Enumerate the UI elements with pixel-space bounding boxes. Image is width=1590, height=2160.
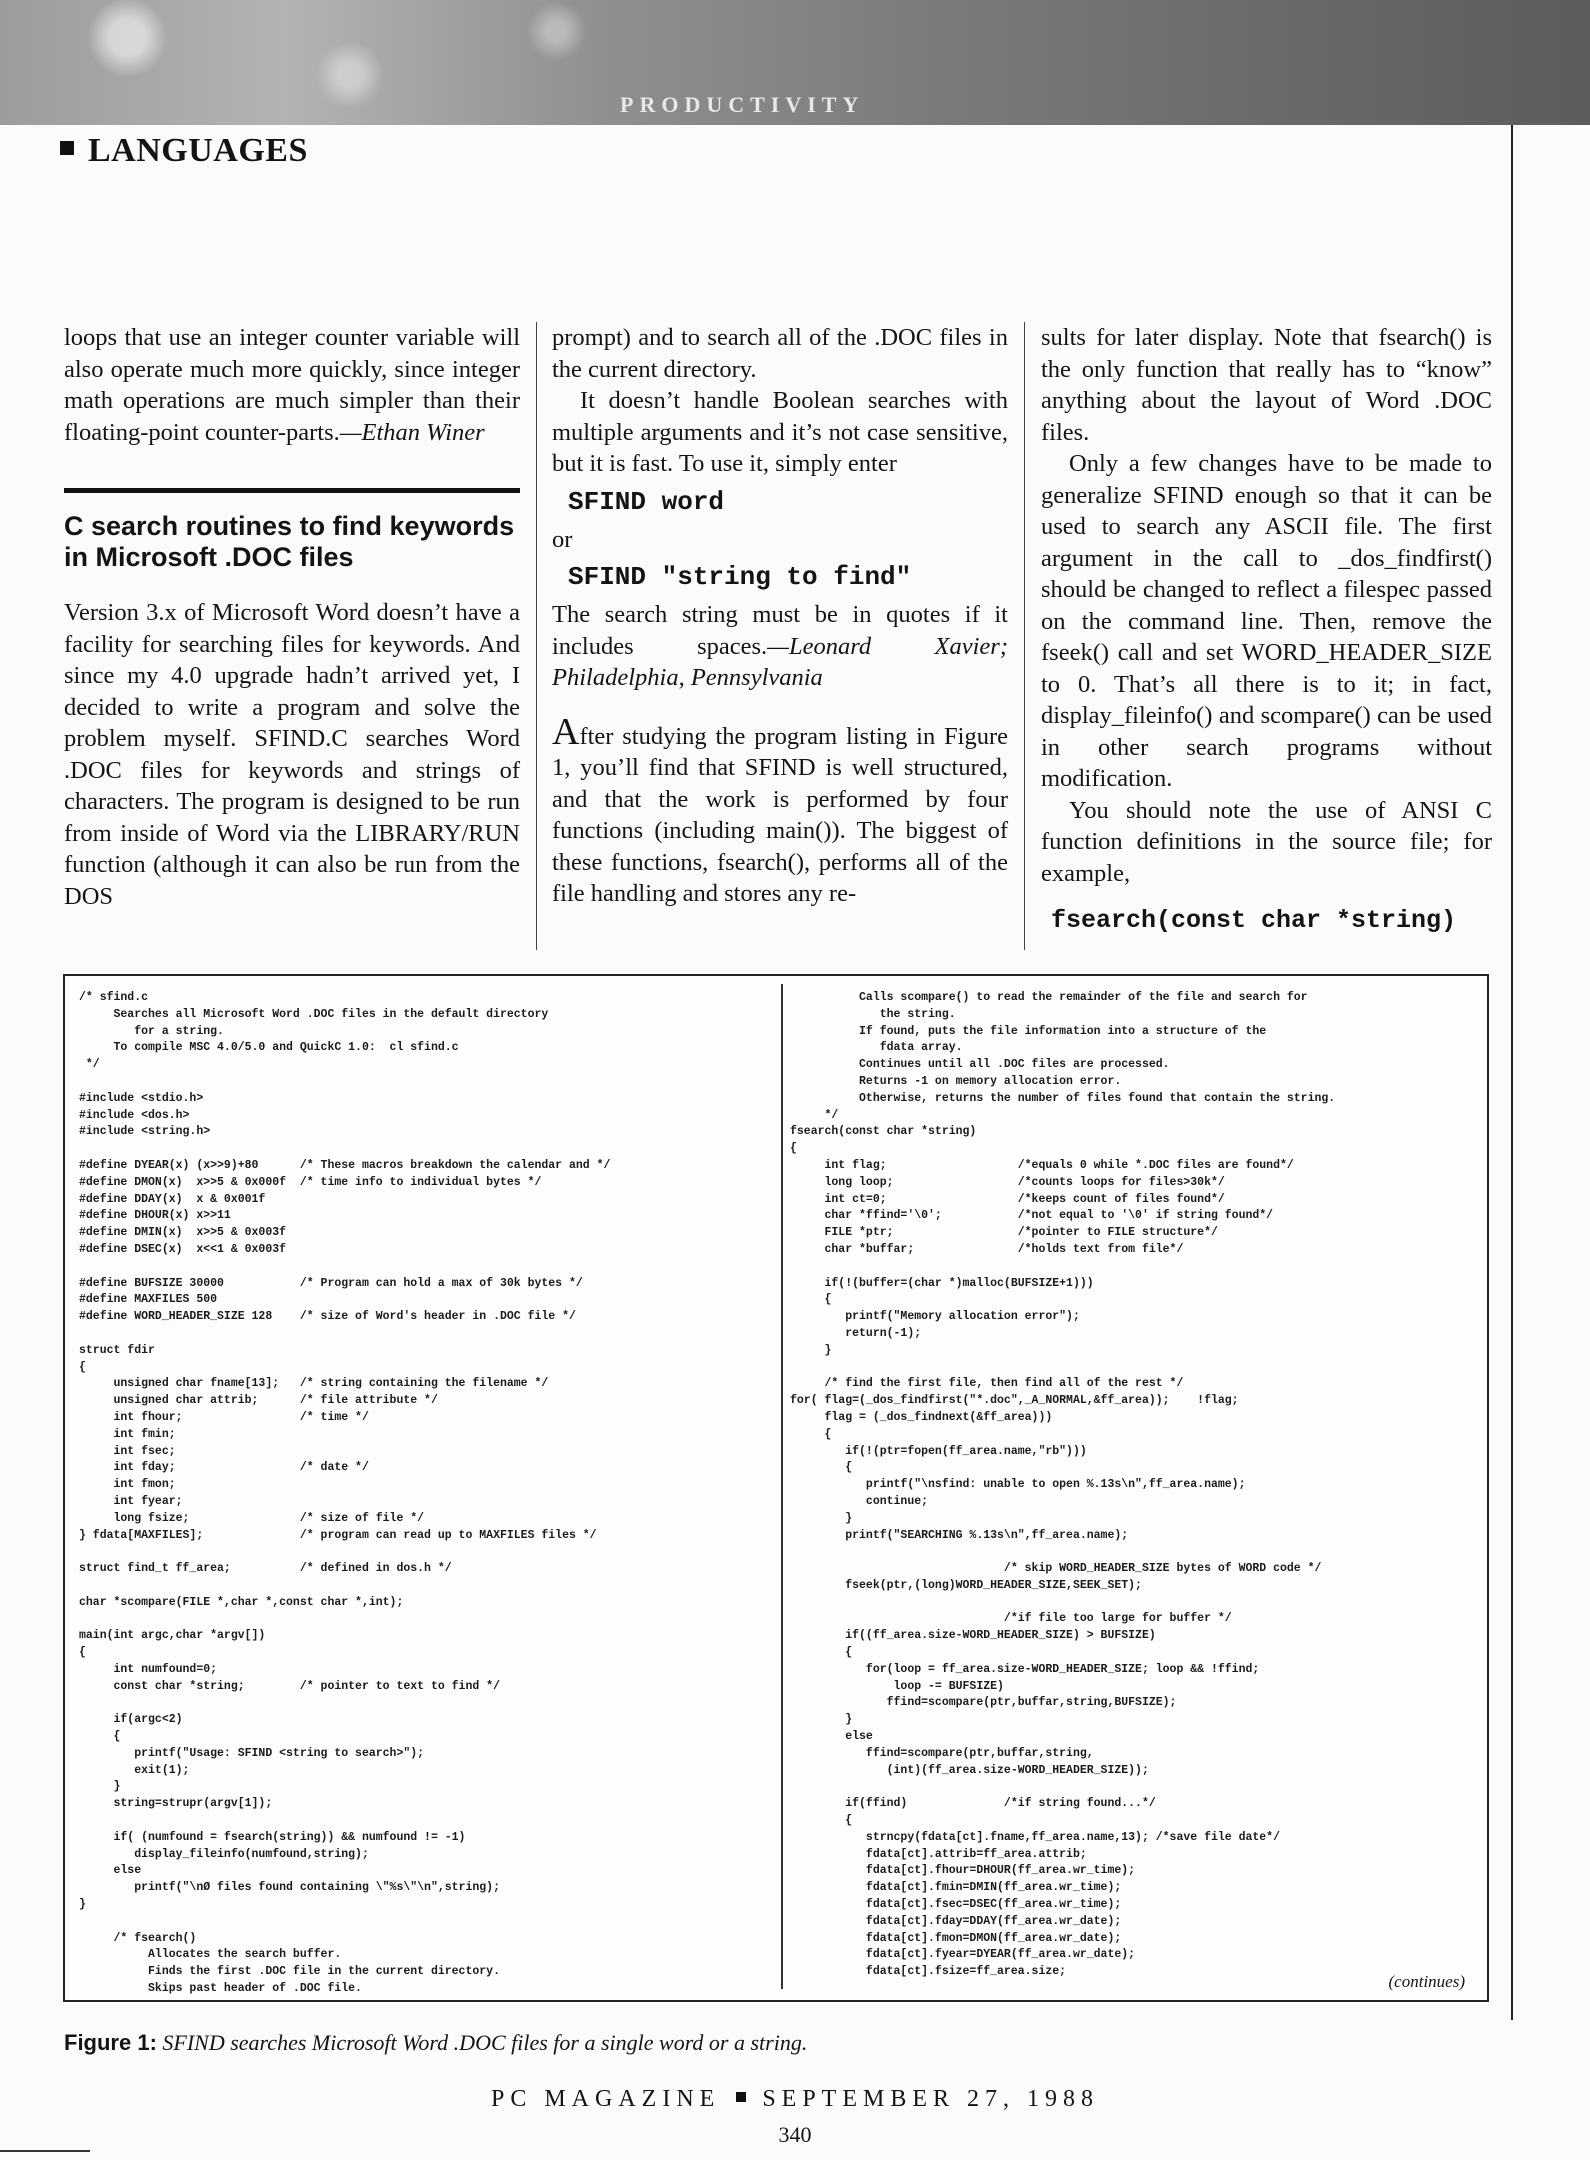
code-listing-left: /* sfind.c Searches all Microsoft Word .DOC files in the default directory for a string. To compile MSC 4.0/5.0 and QuickC 1.0: cl sfind.c */ #include <stdio.h> #include <dos.h> #include <string.h> #define DYEAR(x) (x>>9)+80 /* These macros breakdown the calendar and */ #define DMON(x) x>>5 & 0x000f /* time info to individual bytes */ #define DDAY(x) x & 0x001f #define DHOUR(x) x>>11 #define DMIN(x) x>>5 & 0x003f #define DSEC(x) x<<1 & 0x003f #define BUFSIZE 30000 /* Program can hold a max of 30k bytes */ #define MAXFILES 500 #define WORD_HEADER_SIZE 128 /* size of Word's header in .DOC file */ struct fdir { unsigned char fname[13]; /* string containing the filename */ unsigned char attrib; /* file attribute */ int fhour; /* time */ int fmin; int fsec; int fday; /* date */ int fmon; int fyear; long fsize; /* size of file */ } fdata[MAXFILES]; /* program can read up to MAXFILES files */ struct find_t ff_area; /* defined in dos.h */ char *scompare(FILE *,char *,const char *,int); main(int argc,char *argv[]) { int numfound=0; const char *string; /* pointer to text to find */ if(argc<2) { printf("Usage: SFIND <string to search>"); exit(1); } string=strupr(argv[1]); if( (numfound = fsearch(string)) && numfound != -1) display_fileinfo(numfound,string); else printf("\nØ files found containing \"%s\"\n",string); } /* fsearch() Allocates the search buffer. Finds the first .DOC file in the current directory. Skips past header of .DOC file. <box>79 991 611 1996</box>
paragraph <box>552 599 1008 694</box>
paragraph: You should note the use of ANSI C function definitions in the source file; for example, <box>1041 796 1492 887</box>
command-example: SFIND word <box>568 486 725 517</box>
paragraph: Only a few changes have to be made to generalize SFIND enough so that it can be used to search any ASCII file. The first argument in the call to _dos_findfirst() should be changed to reflect a filespec passed on the command line. Then, remove the fseek() call and set WORD_HEADER_SIZE to 0. That’s all there is to it; in fact, display_fileinfo() and scompare() can be used in other search programs without modification. <box>1041 450 1492 792</box>
paragraph: sults for later display. Note that fsearch() is the only function that really has to “know” anything about the layout of Word .DOC files. <box>1041 324 1492 446</box>
column-rule <box>1024 322 1025 950</box>
footer-rule <box>0 2150 90 2152</box>
figure-caption <box>64 2030 807 2056</box>
issue-date: SEPTEMBER 27, 1988 <box>762 2086 1100 2112</box>
spacer <box>552 694 1008 718</box>
header-banner <box>0 0 1590 125</box>
section-divider <box>64 488 520 493</box>
bullet-square-icon <box>60 141 74 155</box>
article-headline: C search routines to find keywords in Microsoft .DOC files <box>64 511 515 572</box>
column-rule <box>536 322 537 950</box>
section-label-text: LANGUAGES <box>88 132 308 169</box>
section-label <box>60 132 308 170</box>
paragraph: prompt) and to search all of the .DOC files in the current directory. <box>552 324 1008 383</box>
magazine-name: PC MAGAZINE <box>490 2086 721 2112</box>
page-number: 340 <box>778 2122 812 2147</box>
listing-divider <box>781 984 783 1989</box>
author-credit: —Leonard Xavier; Philadelphia, Pennsylvania <box>552 632 1008 691</box>
text-column-3 <box>1041 322 1492 943</box>
paragraph-text: The search string must be in quotes if it includes spaces. <box>552 601 1008 660</box>
text-column-1 <box>64 322 520 912</box>
banner-label: PRODUCTIVITY <box>620 92 865 117</box>
paragraph: or <box>552 525 573 553</box>
text-column-2 <box>552 322 1008 910</box>
paragraph <box>64 322 520 448</box>
figure-label: Figure 1: <box>64 2030 157 2055</box>
paragraph-text: fter studying the program listing in Figure 1, you’ll find that SFIND is well structured, and that the work is performed by four functions (including main()). The biggest of these functions, fsearch(), performs all of the file handling and stores any re- <box>552 722 1008 907</box>
code-example: fsearch(const char *string) <box>1051 906 1457 935</box>
paragraph: Version 3.x of Microsoft Word doesn’t have a facility for searching files for keywords. And since my 4.0 upgrade hadn’t arrived yet, I decided to write a program and solve the problem myself. SFIND.C searches Word .DOC files for keywords and strings of characters. The program is designed to be run from inside of Word via the LIBRARY/RUN function (although it can also be run from the DOS <box>64 599 520 910</box>
bullet-square-icon <box>736 2092 746 2102</box>
page-footer <box>0 2086 1590 2113</box>
paragraph: It doesn’t handle Boolean searches with multiple arguments and it’s not case sensitive, but it is fast. To use it, simply enter <box>552 387 1008 477</box>
paragraph-text: loops that use an integer counter variable will also operate much more quickly, since integer math operations are much simpler than their floating-point counter-parts. <box>64 324 520 446</box>
continues-note: (continues) <box>1388 1972 1465 1991</box>
code-listing <box>63 974 1489 2002</box>
code-listing-right: Calls scompare() to read the remainder of the file and search for the string. If found, puts the file information into a structure of the fdata array. Continues until all .DOC files are processed. Returns -1 on memory allocation error. Otherwise, returns the number of files found that contain the string. */ fsearch(const char *string) { int flag; /*equals 0 while *.DOC files are found*/ long loop; /*counts loops for files>30k*/ int ct=0; /*keeps count of files found*/ char *ffind='\0'; /*not equal to '\0' if string found*/ FILE *ptr; /*pointer to FILE structure*/ char *buffar; /*holds text from file*/ if(!(buffer=(char *)malloc(BUFSIZE+1))) { printf("Memory allocation error"); return(-1); } /* find the first file, then find all of the rest */ for( flag=(_dos_findfirst("*.doc",_A_NORMAL,&ff_area)); !flag; flag = (_dos_findnext(&ff_area))) { if(!(ptr=fopen(ff_area.name,"rb"))) { printf("\nsfind: unable to open %.13s\n",ff_area.name); continue; } printf("SEARCHING %.13s\n",ff_area.name); /* skip WORD_HEADER_SIZE bytes of WORD code */ fseek(ptr,(long)WORD_HEADER_SIZE,SEEK_SET); /*if file too large for buffer */ if((ff_area.size-WORD_HEADER_SIZE) > BUFSIZE) { for(loop = ff_area.size-WORD_HEADER_SIZE; loop && !ffind; loop -= BUFSIZE) ffind=scompare(ptr,buffar,string,BUFSIZE); } else ffind=scompare(ptr,buffar,string, (int)(ff_area.size-WORD_HEADER_SIZE)); if(ffind) /*if string found...*/ { strncpy(fdata[ct].fname,ff_area.name,13); /*save file date*/ fdata[ct].attrib=ff_area.attrib; fdata[ct].fhour=DHOUR(ff_area.wr_time); fdata[ct].fmin=DMIN(ff_area.wr_time); fdata[ct].fsec=DSEC(ff_area.wr_time); fdata[ct].fday=DDAY(ff_area.wr_date); fdata[ct].fmon=DMON(ff_area.wr_date); fdata[ct].fyear=DYEAR(ff_area.wr_date); fdata[ct].fsize=ff_area.size; <box>790 991 1336 1979</box>
drop-cap: A <box>552 710 580 753</box>
paragraph <box>552 710 1008 910</box>
right-margin-rule <box>1511 125 1513 2020</box>
caption-text: SFIND searches Microsoft Word .DOC files for a single word or a string. <box>156 2030 808 2055</box>
command-example: SFIND "string to find" <box>568 562 912 592</box>
author-credit: —Ethan Winer <box>339 418 485 446</box>
